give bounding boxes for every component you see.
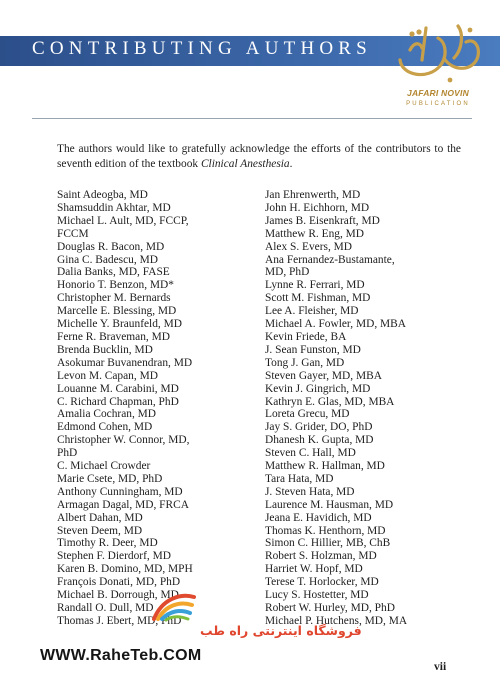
contributor: Amalia Cochran, MD [57,408,157,421]
contributor: Stephen F. Dierdorf, MD [57,550,171,563]
contributor: Gina C. Badescu, MD [57,253,158,266]
contributor: Marie Csete, MD, PhD [57,472,163,485]
contributor: James B. Eisenkraft, MD [265,214,380,227]
contributor: Thomas J. Ebert, MD, PhD [57,614,182,627]
intro-end: . [289,157,293,170]
contributor: Saint Adeogba, MD [57,189,148,201]
contributor: Marcelle E. Blessing, MD [57,305,177,318]
contributor: Simon C. Hillier, MB, ChB [265,537,391,550]
header-divider [32,118,472,119]
contributor: Albert Dahan, MD [57,511,143,524]
contributor: Kevin J. Gingrich, MD [265,382,371,395]
contributor: John H. Eichhorn, MD [265,201,370,214]
contributor: Scott M. Fishman, MD [265,292,371,305]
contributor: François Donati, MD, PhD [57,576,181,589]
contributor: Michelle Y. Braunfeld, MD [57,318,182,331]
contributor: Steven C. Hall, MD [265,447,356,460]
contributor-continued: PhD [57,447,78,460]
contributor: Randall O. Dull, MD [57,602,154,614]
intro-paragraph [57,142,461,171]
contributor: Jay S. Grider, DO, PhD [265,421,373,434]
logo-subtitle: PUBLICATION [406,101,470,107]
contributor: Brenda Bucklin, MD [57,343,153,356]
contributor: Lucy S. Hostetter, MD [265,589,369,602]
contributor: Douglas R. Bacon, MD [57,240,165,253]
contributor: Tara Hata, MD [265,472,334,485]
contributor: Jan Ehrenwerth, MD [265,189,361,201]
contributor: Laurence M. Hausman, MD [265,498,394,511]
contributor: Matthew R. Eng, MD [265,227,365,240]
contributor: Steven Deem, MD [57,524,143,537]
contributor: Asokumar Buvanendran, MD [57,356,193,369]
contributor: Matthew R. Hallman, MD [265,460,385,473]
contributor: Kathryn E. Glas, MD, MBA [265,395,395,408]
contributor: Michael L. Ault, MD, FCCP, [57,214,189,227]
contributor: Shamsuddin Akhtar, MD [57,201,171,214]
contributor: Lee A. Fleisher, MD [265,305,359,318]
contributor: C. Richard Chapman, PhD [57,395,179,408]
logo-name: JAFARI NOVIN [407,88,469,98]
contributor: Ana Fernandez-Bustamante, [265,253,395,266]
watermark-url: WWW.RaheTeb.COM [40,647,202,664]
contributor: Terese T. Horlocker, MD [265,576,379,589]
publisher-logo [388,20,496,118]
contributor: Michael B. Dorrough, MD [57,589,179,602]
contributor: Christopher M. Bernards [57,292,171,305]
contributor: Steven Gayer, MD, MBA [265,369,382,382]
contributor: C. Michael Crowder [57,460,151,473]
contributor-continued: FCCM [57,227,89,240]
calligraphy-logo-icon [392,20,484,86]
contributor: Harriet W. Hopf, MD [265,563,363,576]
contributor: Lynne R. Ferrari, MD [265,279,365,292]
contributor: Thomas K. Henthorn, MD [265,524,386,537]
contributor: Robert S. Holzman, MD [265,550,377,563]
contributor: Ferne R. Braveman, MD [57,330,170,343]
page-number: vii [434,661,447,673]
contributor: Armagan Dagal, MD, FRCA [57,498,189,511]
contributor: Tong J. Gan, MD [265,356,345,369]
contributor: Kevin Friede, BA [265,330,347,343]
contributor: Robert W. Hurley, MD, PhD [265,602,395,614]
contributors-left-column [57,189,257,628]
contributors-right-column [265,189,470,628]
contributor: Levon M. Capan, MD [57,369,158,382]
contributor: Dalia Banks, MD, FASE [57,266,170,279]
contributor: Timothy R. Deer, MD [57,537,158,550]
page-title: CONTRIBUTING AUTHORS [32,38,372,59]
bird-watermark-icon [150,589,198,625]
contributor: Edmond Cohen, MD [57,421,153,434]
contributor: Alex S. Evers, MD [265,240,353,253]
contributor: Anthony Cunningham, MD [57,485,183,498]
contributor: Loreta Grecu, MD [265,408,350,421]
contributor: Michael P. Hutchens, MD, MA [265,614,408,627]
intro-text: The authors would like to gratefully acknowledge the efforts of the contributors to the seventh edition of the textbook [57,143,461,170]
contributor: Karen B. Domino, MD, MPH [57,563,193,576]
contributor: J. Steven Hata, MD [265,485,355,498]
contributor: Michael A. Fowler, MD, MBA [265,318,406,331]
contributor: Dhanesh K. Gupta, MD [265,434,374,447]
book-title: Clinical Anesthesia [200,157,290,170]
contributor: Jeana E. Havidich, MD [265,511,372,524]
watermark-store-name: فروشگاه اینترنتی راه طب [200,623,362,638]
contributor: Christopher W. Connor, MD, [57,434,190,447]
contributor: J. Sean Funston, MD [265,343,361,356]
contributor: Honorio T. Benzon, MD* [57,279,174,292]
contributor-continued: MD, PhD [265,266,310,279]
contributor: Louanne M. Carabini, MD [57,382,179,395]
